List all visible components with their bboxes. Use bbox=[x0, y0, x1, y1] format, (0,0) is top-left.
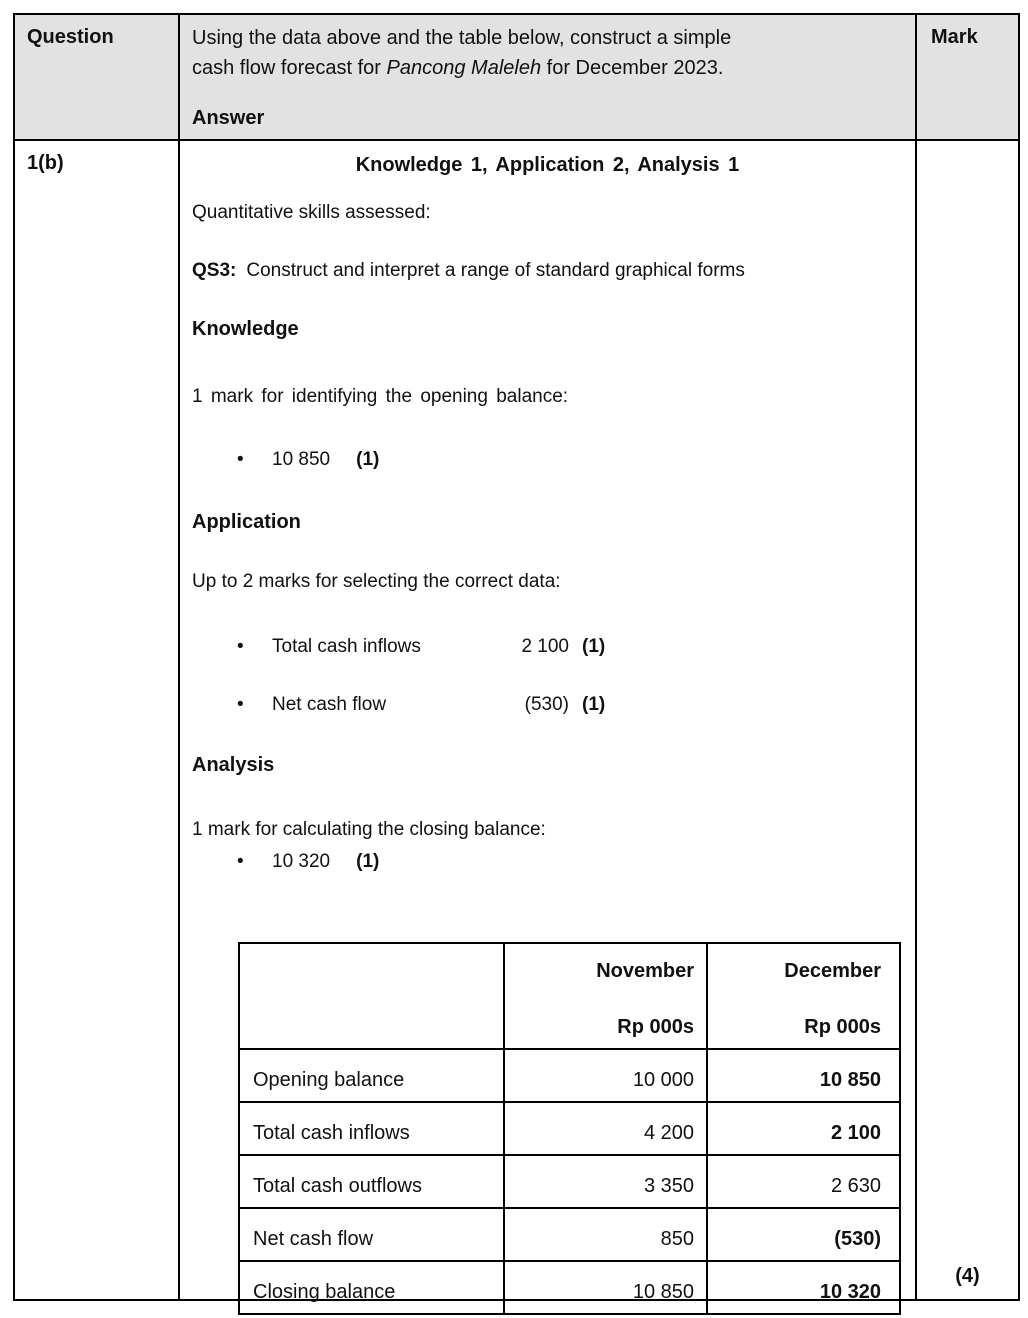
cashflow-header-december bbox=[706, 944, 899, 1048]
row-label: Total cash outflows bbox=[253, 1175, 422, 1197]
question-number-cell bbox=[15, 139, 178, 1299]
knowledge-intro: 1 mark for identifying the opening balance: bbox=[192, 386, 569, 407]
application-bullet-value: 2 100 bbox=[521, 636, 569, 657]
application-intro: Up to 2 marks for selecting the correct data: bbox=[192, 571, 561, 592]
knowledge-heading: Knowledge bbox=[192, 318, 299, 340]
question-text bbox=[192, 23, 905, 83]
total-mark: (4) bbox=[955, 1265, 980, 1287]
application-bullet-mark: (1) bbox=[582, 694, 606, 715]
assessment-objectives-heading: Knowledge 1, Application 2, Analysis 1 bbox=[355, 154, 740, 176]
question-text-cell bbox=[178, 15, 915, 139]
cashflow-header-november bbox=[503, 944, 706, 1048]
application-bullet-label: Total cash inflows bbox=[272, 636, 421, 657]
table-row bbox=[240, 1207, 899, 1260]
bullet-icon: • bbox=[237, 449, 244, 470]
bullet-icon: • bbox=[237, 694, 244, 715]
mark-column-header bbox=[915, 15, 1018, 139]
mark-label: Mark bbox=[931, 26, 978, 48]
outer-table bbox=[13, 13, 1020, 1301]
row-label: Closing balance bbox=[253, 1281, 396, 1303]
application-heading: Application bbox=[192, 511, 301, 533]
row-november-value: 4 200 bbox=[503, 1103, 706, 1154]
column-month: November bbox=[596, 960, 694, 982]
question-label: Question bbox=[27, 26, 114, 48]
analysis-intro: 1 mark for calculating the closing balance: bbox=[192, 819, 546, 840]
table-row bbox=[240, 1048, 899, 1101]
application-bullet-value: (530) bbox=[524, 694, 569, 715]
mark-value-cell bbox=[915, 139, 1018, 1299]
table-row bbox=[240, 1101, 899, 1154]
row-label: Opening balance bbox=[253, 1069, 405, 1091]
row-november-value: 850 bbox=[503, 1209, 706, 1260]
row-november-value: 10 000 bbox=[503, 1050, 706, 1101]
question-number: 1(b) bbox=[27, 152, 64, 174]
application-bullet-label: Net cash flow bbox=[272, 694, 387, 715]
analysis-heading: Analysis bbox=[192, 754, 275, 776]
column-month: December bbox=[784, 960, 881, 982]
bullet-icon: • bbox=[237, 851, 244, 872]
analysis-bullet bbox=[192, 849, 903, 875]
cashflow-header-empty-cell bbox=[240, 944, 503, 1048]
answer-content-cell bbox=[178, 139, 915, 1303]
answer-label: Answer bbox=[192, 107, 265, 129]
application-bullet-inflows bbox=[192, 634, 903, 660]
cf-dec-value-3: (530) bbox=[706, 1209, 899, 1260]
table-row bbox=[240, 1154, 899, 1207]
cashflow-header-row bbox=[240, 944, 899, 1048]
cashflow-table bbox=[238, 942, 901, 1315]
row-november-value: 3 350 bbox=[503, 1156, 706, 1207]
analysis-bullet-value: 10 320 bbox=[272, 851, 331, 872]
knowledge-bullet-value: 10 850 bbox=[272, 449, 331, 470]
qs3-code: QS3: bbox=[192, 260, 237, 281]
cf-dec-value-2: 2 630 bbox=[706, 1156, 899, 1207]
analysis-bullet-mark: (1) bbox=[356, 851, 380, 872]
knowledge-bullet bbox=[192, 447, 903, 473]
knowledge-bullet-mark: (1) bbox=[356, 449, 380, 470]
question-line2-before: cash flow forecast for bbox=[192, 57, 387, 79]
application-bullet-mark: (1) bbox=[582, 636, 606, 657]
question-line2-after: for December 2023. bbox=[541, 57, 724, 79]
application-bullet-netcashflow bbox=[192, 692, 903, 718]
cf-dec-value-4: 10 320 bbox=[706, 1262, 899, 1313]
question-line1: Using the data above and the table below, construct a simple bbox=[192, 27, 732, 49]
row-label: Total cash inflows bbox=[253, 1122, 410, 1144]
bullet-icon: • bbox=[237, 636, 244, 657]
table-row bbox=[240, 1260, 899, 1313]
qs3-line bbox=[192, 258, 903, 284]
business-name: Pancong Maleleh bbox=[386, 57, 542, 79]
cf-dec-value-0: 10 850 bbox=[706, 1050, 899, 1101]
column-unit: Rp 000s bbox=[617, 1016, 694, 1038]
qs3-text: Construct and interpret a range of standard graphical forms bbox=[246, 260, 745, 281]
question-column-header bbox=[15, 15, 178, 139]
cf-dec-value-1: 2 100 bbox=[706, 1103, 899, 1154]
column-unit: Rp 000s bbox=[804, 1016, 881, 1038]
row-november-value: 10 850 bbox=[503, 1262, 706, 1313]
quant-skills-line: Quantitative skills assessed: bbox=[192, 202, 431, 223]
row-label: Net cash flow bbox=[253, 1228, 374, 1250]
